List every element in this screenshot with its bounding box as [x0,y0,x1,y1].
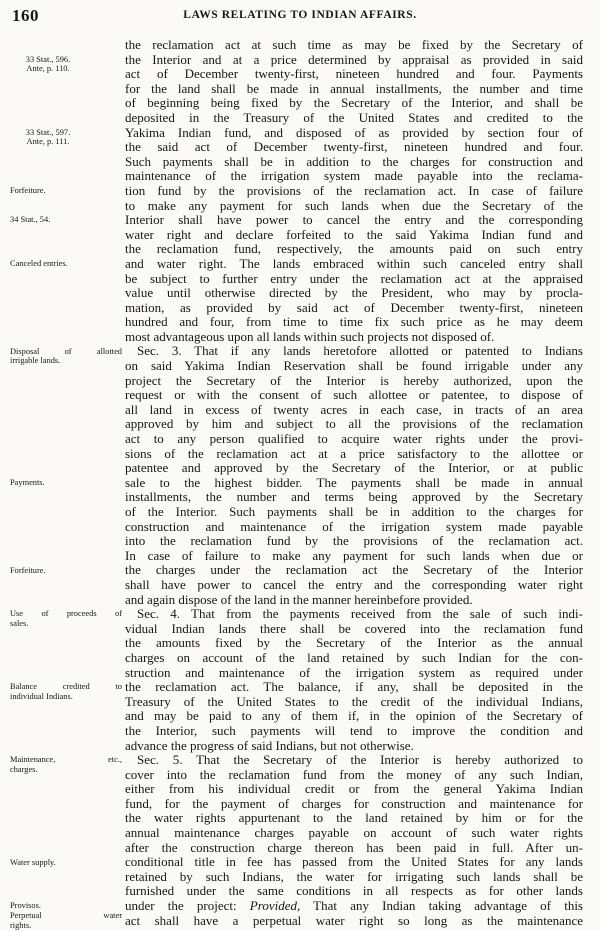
body-line-text: Treasury of the United States to the credit of the individual Indians, [125,694,583,709]
body-line-text: under the project: [125,899,250,914]
body-line [125,199,583,214]
body-line-text: Yakima Indian fund, and disposed of as provided by section four of [125,125,583,140]
body-line [125,38,583,53]
body-line-text: act to any person qualified to acquire water rights under the provi- [125,432,583,447]
body-line-text: most advantageous upon all lands within such projects not disposed of. [125,329,495,344]
body-line [125,520,583,535]
margin-note-line: 33 Stat., 597. [25,127,71,137]
body-line [125,680,583,695]
body-line [125,315,583,330]
body-line-text: sale to the highest bidder. The payments shall be made in annual [125,475,583,490]
body-line-text: water right and declare forfeited to the said Yakima Indian fund and [125,227,583,242]
margin-note [10,259,122,269]
margin-note-line: Forfeiture. [10,565,46,575]
body-line-text: the Interior and at a price determined by appraisal as provided in said [125,52,583,67]
body-line-text: to make any payment for such lands when due the Secretary of the [125,198,583,213]
body-line-text: the reclamation fund, respectively, the amounts paid on such entry [125,242,583,257]
body-line [125,286,583,301]
body-line-text: Such payments shall be in addition to the charges for construction and [125,154,583,169]
margin-note-line: individual Indians. [10,692,73,702]
body-line [125,82,583,97]
body-line [125,96,583,111]
body-line-text: shall have power to cancel the entry and the corresponding water right [125,577,583,592]
body-line-text: Interior shall have power to cancel the entry and the corresponding [125,213,583,228]
body-line-text: into the reclamation fund by the provisions of the reclamation act. [125,534,583,549]
margin-note-line: charges. [10,765,38,775]
page-number: 160 [12,6,39,25]
margin-note [10,609,122,629]
body-line-text: In case of failure to make any payment for such lands when due or [125,548,583,563]
body-line [125,782,583,797]
body-line-text: of beginning being fixed by the Secretary of the Interior, and shall be [125,96,583,111]
body-line [125,534,583,549]
body-line [125,593,583,608]
body-line-text: request or with the consent of such allottee or patentee, to dispose of [125,388,583,403]
margin-note [10,55,86,75]
body-line [125,330,583,345]
body-line-text: vidual Indian lands there shall be covered into the reclamation fund [125,621,583,636]
body-line [125,607,583,622]
body-line [125,709,583,724]
body-line [125,753,583,768]
body-line [125,841,583,856]
body-line [125,184,583,199]
body-line-text: tion fund by the provisions of the reclamation act. In case of failure [125,183,583,198]
margin-note [10,901,122,930]
page-header [0,6,600,28]
body-line [125,476,583,491]
body-line-text: installments, the number and terms being approved by the Secretary [125,490,583,505]
body-line-text: value until otherwise directed by the President, who may by procla- [125,286,583,301]
body-line [125,666,583,681]
body-line [125,301,583,316]
body-line-text: the charges under the reclamation act the Secretary of the Interior [125,563,583,578]
margin-note-line: Canceled entries. [10,259,68,268]
body-line-text: hundred and four, from time to time fix such price as he may deem [125,315,583,330]
running-head: LAWS RELATING TO INDIAN AFFAIRS. [183,9,417,21]
margin-note [10,215,122,225]
body-line-text: the reclamation act at such time as may be fixed by the Secretary of [125,38,583,52]
body-line-text: mation, as provided by said act of December twenty-first, nineteen [125,300,583,315]
body-line [125,374,583,389]
body-line-text: the water rights appurtenant to the land retained by him or for the [125,811,583,826]
body-line [125,899,583,914]
body-line-text: struction and maintenance of the irrigation system as required under [125,665,583,680]
body-line [125,242,583,257]
body-line-text: furnished under the same conditions in all respects as for other lands [125,884,583,899]
body-line [125,490,583,505]
body-text [125,38,583,928]
margin-note-line: Balance credited to [10,682,122,692]
margin-note-line: Provisos. [10,901,41,911]
body-line-text: act of December twenty-first, nineteen hundred and four. Payments [125,67,583,82]
body-line [125,447,583,462]
margin-note-line: rights. [10,920,32,930]
body-line-text: after the construction charge thereon has been paid in full. After un- [125,840,583,855]
margin-note [10,566,122,576]
body-line-text: construction and maintenance of the irrigation system made payable [125,519,583,534]
body-line-text: patentee and approved by the Secretary of the Interior, or at public [125,461,583,476]
body-line [125,257,583,272]
margin-note-line: 33 Stat., 596. [25,54,71,64]
margin-note-line: Perpetual water [10,911,122,921]
body-line-text: and water right. The lands embraced within such canceled entry shall [125,256,583,271]
margin-note [10,478,122,488]
margin-note [10,682,122,702]
body-line [125,140,583,155]
body-line [125,695,583,710]
body-line-text: Sec. 4. That from the payments received from the sale of such indi- [137,607,583,622]
margin-note [10,347,122,367]
body-line [125,53,583,68]
body-line-text: the amounts fixed by the Secretary of the Interior as the annual [125,636,583,651]
body-line [125,111,583,126]
body-line-text: sions of the reclamation act at a price satisfactory to the allottee or [125,446,583,461]
body-line [125,67,583,82]
body-line [125,855,583,870]
body-line-text: the reclamation act. The balance, if any, shall be deposited in the [125,680,583,695]
body-line-text: cover into the reclamation fund from the money of any such Indian, [125,767,583,782]
body-line [125,155,583,170]
margin-note [10,858,122,868]
body-line-text: and again dispose of the land in the manner hereinbefore provided. [125,592,473,607]
body-line-text: deposited in the Treasury of the United States and credited to the [125,110,583,125]
body-line-text: on said Yakima Indian Reservation shall be found irrigable under any [125,359,583,374]
body-line [125,636,583,651]
body-line-text: for the land shall be made in annual installments, the number and time [125,81,583,96]
body-line [125,622,583,637]
body-line-text: the Interior, such payments will tend to improve the condition and [125,723,583,738]
margin-note [10,128,86,148]
margin-note-line: sales. [10,619,29,629]
body-line [125,417,583,432]
margin-note-line: 34 Stat., 54. [10,215,51,225]
body-line-text: conditional title in fee has passed from the United States for any lands [125,855,583,870]
body-line [125,651,583,666]
margin-note-line: Payments. [10,478,45,487]
body-line [125,549,583,564]
body-line [125,870,583,885]
body-line [125,432,583,447]
margin-note [10,755,122,775]
body-line [125,388,583,403]
body-line-text: advance the progress of said Indians, but not otherwise. [125,738,414,753]
margin-note-line: Use of proceeds of [10,609,122,619]
margin-note-line: Disposal of allotted [10,346,122,356]
margin-note-line: Ante, p. 110. [26,64,70,74]
body-line [125,578,583,593]
body-line [125,228,583,243]
body-line [125,344,583,359]
body-line-text: either from his individual credit or from the general Yakima Indian [125,782,583,797]
body-line [125,403,583,418]
body-line-text: act shall have a perpetual water right so long as the maintenance [125,913,583,928]
margin-note-line: Ante, p. 111. [26,137,70,147]
margin-note-line: irrigable lands. [10,356,61,366]
body-line-text: the said act of December twenty-first, nineteen hundred and four. [125,140,583,155]
body-line [125,724,583,739]
body-line-text: maintenance of the irrigation system made payable into the reclama- [125,169,583,184]
body-line-text: Sec. 3. That if any lands heretofore allotted or patented to Indians [137,344,583,359]
body-line-text: fund, for the payment of charges for construction and maintenance for [125,796,583,811]
margin-note [10,186,122,196]
body-line [125,563,583,578]
body-line [125,914,583,929]
body-line [125,126,583,141]
body-line [125,359,583,374]
body-line-text: be subject to further entry under the reclamation act at the appraised [125,271,583,286]
body-line-rest: That any Indian taking advantage of this [300,899,583,914]
body-line-text: approved by him and subject to all the provisions of the reclamation [125,417,583,432]
body-line-text: of the Interior. Such payments shall be in addition to the charges for [125,505,583,519]
body-line [125,797,583,812]
margin-note-line: Forfeiture. [10,186,46,195]
body-line-text: retained by such Indians, the water for irrigating such lands shall be [125,869,583,884]
margin-note-line: Maintenance, etc., [10,755,122,765]
body-line [125,272,583,287]
body-line [125,169,583,184]
body-line [125,811,583,826]
margin-note-line: Water supply. [10,857,56,867]
body-line [125,739,583,754]
body-line-text: and may be paid to any of them if, in the opinion of the Secretary of [125,709,583,724]
body-line [125,826,583,841]
body-line-text: all land in excess of twenty acres in each case, in tracts of an area [125,402,583,417]
body-line [125,884,583,899]
body-line-text: Sec. 5. That the Secretary of the Interior is hereby authorized to [137,753,583,768]
body-line-text: annual maintenance charges payable on account of such water rights [125,826,583,841]
body-line-text: charges on account of the land retained by such Indian for the con- [125,650,583,665]
body-line-italic: Provided, [249,899,301,914]
body-line [125,505,583,520]
body-line [125,768,583,783]
body-line-text: project the Secretary of the Interior is hereby authorized, upon the [125,373,583,388]
body-line [125,461,583,476]
body-line [125,213,583,228]
